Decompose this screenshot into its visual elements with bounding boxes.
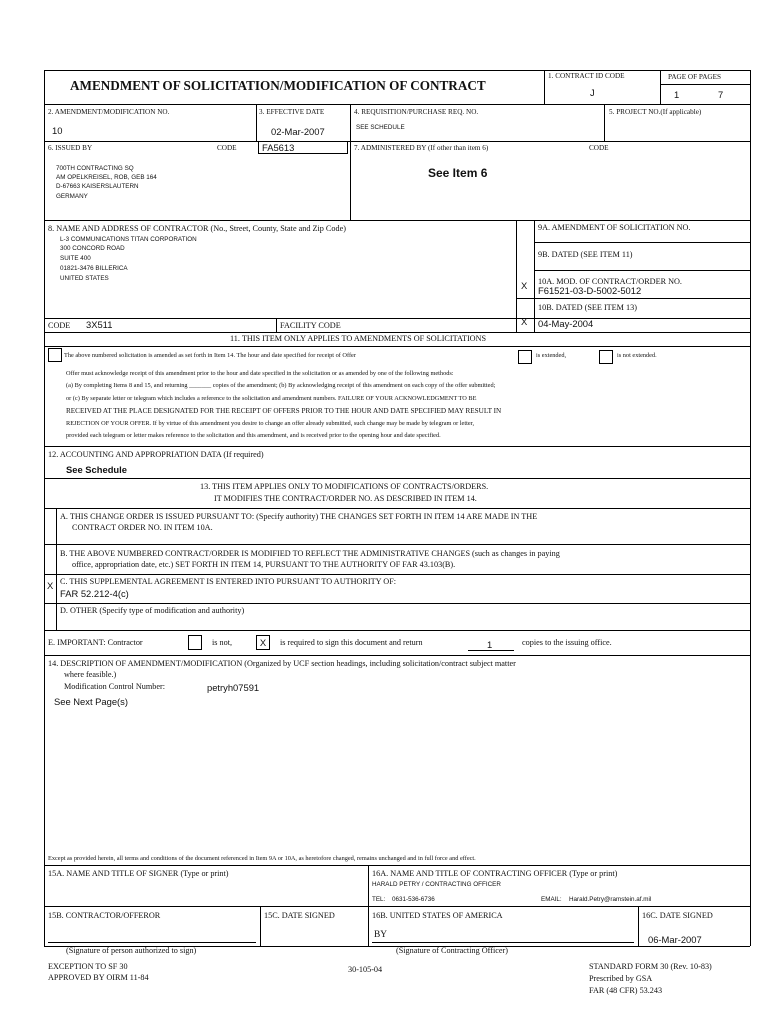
rule — [638, 906, 639, 946]
item-13d-line: D. OTHER (Specify type of modification and authority) — [60, 606, 245, 615]
item-10b-checkbox[interactable]: X — [521, 316, 528, 327]
contractor-line: L-3 COMMUNICATIONS TITAN CORPORATION — [60, 236, 197, 243]
item-11-title: 11. THIS ITEM ONLY APPLIES TO AMENDMENTS OF SOLICITATIONS — [230, 334, 487, 343]
footer-approved: APPROVED BY OIRM 11-84 — [48, 973, 149, 982]
issuer-address-line: AM OPELKREISEL, ROB, GEB 164 — [56, 174, 157, 181]
contracting-officer-name[interactable]: HARALD PETRY / CONTRACTING OFFICER — [372, 881, 501, 888]
rule — [516, 220, 517, 332]
issued-by-code-value[interactable]: FA5613 — [258, 141, 348, 154]
item-11-checkbox[interactable] — [48, 348, 62, 362]
item-14-footer: Except as provided herein, all terms and conditions of the document referenced in Item 9A or 10A, as heretofore changed, remains unchanged and in full force and effect. — [48, 855, 476, 862]
item-13c-line: C. THIS SUPPLEMENTAL AGREEMENT IS ENTERED INTO PURSUANT TO AUTHORITY OF: — [60, 577, 397, 586]
page-count[interactable]: 7 — [718, 89, 724, 100]
rule — [544, 70, 545, 104]
contractor-label: 8. NAME AND ADDRESS OF CONTRACTOR (No., Street, County, State and Zip Code) — [48, 224, 346, 233]
item-10a-checkbox[interactable]: X — [521, 280, 528, 291]
contractor-line: 01821-3476 BILLERICA — [60, 265, 128, 272]
contractor-line: 300 CONCORD ROAD — [60, 245, 125, 252]
amendment-no-label: 2. AMENDMENT/MODIFICATION NO. — [48, 108, 170, 116]
rule — [44, 630, 750, 631]
item-13a-line: A. THIS CHANGE ORDER IS ISSUED PURSUANT TO: (Specify authority) THE CHANGES SET FORTH IN ITEM 14 ARE MADE IN THE — [60, 512, 538, 521]
footer-far: FAR (48 CFR) 53.243 — [589, 986, 663, 995]
rule — [350, 104, 351, 220]
item-15a-label: 15A. NAME AND TITLE OF SIGNER (Type or print) — [48, 869, 229, 878]
email-value[interactable]: Harald.Petry@ramstein.af.mil — [569, 896, 652, 903]
rule — [44, 332, 750, 333]
effective-date-value[interactable]: 02-Mar-2007 — [271, 126, 325, 137]
administered-code-label: CODE — [589, 144, 609, 152]
item-11-line: The above numbered solicitation is amended as set forth in Item 14. The hour and date specified for receipt of Offer — [64, 352, 356, 359]
rule — [44, 508, 750, 509]
item-11-paragraph-line: REJECTION OF YOUR OFFER. If by virtue of this amendment you desire to change an offer already submitted, such change may be made by telegram or letter, — [66, 420, 475, 427]
rule — [256, 104, 257, 141]
rule — [44, 865, 750, 866]
issued-by-label: 6. ISSUED BY — [48, 144, 93, 152]
officer-signature-caption: (Signature of Contracting Officer) — [396, 946, 508, 955]
rule — [604, 104, 605, 141]
copies-value[interactable]: 1 — [487, 639, 493, 650]
contractor-code-value[interactable]: 3X511 — [86, 319, 113, 330]
control-number-label: Modification Control Number: — [64, 682, 165, 691]
item-12-label: 12. ACCOUNTING AND APPROPRIATION DATA (If required) — [48, 450, 264, 459]
rule — [44, 104, 750, 105]
signature-line — [372, 942, 634, 943]
rule — [44, 446, 750, 447]
item-11-paragraph-line: or (c) By separate letter or telegram which includes a reference to the solicitation and amendment numbers. FAILURE OF YOUR ACKNOWLEDGMENT TO BE — [66, 395, 477, 402]
item-15b-label: 15B. CONTRACTOR/OFFEROR — [48, 911, 161, 920]
item-14-line: where feasible.) — [64, 670, 117, 679]
administered-by-label: 7. ADMINISTERED BY (If other than item 6) — [354, 144, 489, 152]
rule — [750, 70, 751, 946]
footer-exception: EXCEPTION TO SF 30 — [48, 962, 128, 971]
issuer-address-line: D-67663 KAISERSLAUTERN — [56, 183, 139, 190]
rule — [44, 906, 750, 907]
contractor-line: SUITE 400 — [60, 255, 91, 262]
extended-label: is extended, — [536, 352, 567, 359]
item-13a-line: CONTRACT ORDER NO. IN ITEM 10A. — [72, 523, 213, 532]
issuer-address-line: 700TH CONTRACTING SQ — [56, 165, 134, 172]
item-10b-label: 10B. DATED (SEE ITEM 13) — [538, 303, 637, 312]
footer-standard-form: STANDARD FORM 30 (Rev. 10-83) — [589, 962, 712, 971]
rule — [44, 70, 750, 71]
rule — [260, 906, 261, 946]
rule — [44, 141, 750, 142]
issuer-address-line: GERMANY — [56, 193, 88, 200]
rule — [44, 603, 750, 604]
item-13b-line: office, appropriation date, etc.) SET FORTH IN ITEM 14, PURSUANT TO THE AUTHORITY OF FAR 43.103(B). — [72, 560, 456, 569]
amendment-no-value[interactable]: 10 — [52, 125, 63, 136]
footer-form-code: 30-105-04 — [348, 965, 383, 974]
by-label: BY — [374, 930, 388, 940]
rule — [44, 544, 750, 545]
rule — [44, 478, 750, 479]
rule — [44, 346, 750, 347]
rule — [44, 655, 750, 656]
issued-by-code-label: CODE — [217, 144, 237, 152]
page-number[interactable]: 1 — [674, 89, 680, 100]
important-label: E. IMPORTANT: Contractor — [48, 638, 143, 647]
item-11-paragraph-line: Offer must acknowledge receipt of this amendment prior to the hour and date specified in the solicitation or as amended by one of the following methods: — [66, 370, 454, 377]
control-number-value[interactable]: petryh07591 — [207, 682, 260, 693]
item-13b-line: B. THE ABOVE NUMBERED CONTRACT/ORDER IS MODIFIED TO REFLECT THE ADMINISTRATIVE CHANGES (such as changes in paying — [60, 549, 560, 558]
item-13c-value[interactable]: FAR 52.212-4(c) — [60, 588, 129, 599]
item-12-value[interactable]: See Schedule — [66, 464, 127, 475]
effective-date-label: 3. EFFECTIVE DATE — [259, 108, 325, 116]
item-13-subtitle: IT MODIFIES THE CONTRACT/ORDER NO. AS DESCRIBED IN ITEM 14. — [214, 494, 477, 503]
item-14-line: 14. DESCRIPTION OF AMENDMENT/MODIFICATION (Organized by UCF section headings, including solicitation/contract subject matter — [48, 659, 516, 668]
administered-by-value[interactable]: See Item 6 — [428, 166, 488, 180]
rule — [534, 220, 535, 332]
page-of-pages-label: PAGE OF PAGES — [668, 73, 721, 81]
rule — [534, 242, 750, 243]
copies-field-line — [468, 650, 514, 651]
copies-label: copies to the issuing office. — [522, 638, 612, 647]
rule — [516, 298, 750, 299]
item-11-paragraph-line: provided each telegram or letter makes reference to the solicitation and this amendment, and is received prior to the opening hour and date specified. — [66, 432, 441, 439]
see-next-pages: See Next Page(s) — [54, 696, 128, 707]
item-10b-value[interactable]: 04-May-2004 — [538, 318, 594, 329]
item-16a-label: 16A. NAME AND TITLE OF CONTRACTING OFFICER (Type or print) — [372, 869, 618, 878]
footer-prescribed: Prescribed by GSA — [589, 974, 653, 983]
rule — [660, 70, 661, 104]
signature-line — [48, 942, 256, 943]
contractor-code-label: CODE — [48, 321, 71, 330]
item-15c-label: 15C. DATE SIGNED — [264, 911, 335, 920]
extended-checkbox[interactable] — [518, 350, 532, 364]
rule — [276, 318, 277, 332]
item-13-title: 13. THIS ITEM APPLIES ONLY TO MODIFICATIONS OF CONTRACTS/ORDERS. — [200, 482, 489, 491]
project-no-label: 5. PROJECT NO.(If applicable) — [609, 108, 702, 116]
rule — [44, 220, 750, 221]
item-16c-label: 16C. DATE SIGNED — [642, 911, 713, 920]
facility-code-label: FACILITY CODE — [280, 321, 341, 330]
item-9b-label: 9B. DATED (SEE ITEM 11) — [538, 250, 633, 259]
item-11-paragraph-line: RECEIVED AT THE PLACE DESIGNATED FOR THE RECEIPT OF OFFERS PRIOR TO THE HOUR AND DATE SPECIFIED MAY RESULT IN — [66, 407, 502, 415]
item-10a-label: 10A. MOD. OF CONTRACT/ORDER NO. — [538, 277, 682, 286]
item-9a-label: 9A. AMENDMENT OF SOLICITATION NO. — [538, 223, 691, 232]
tel-value[interactable]: 0631-536-6736 — [392, 896, 435, 903]
is-required-checkbox[interactable]: X — [256, 635, 270, 650]
not-extended-label: is not extended. — [617, 352, 657, 359]
contract-id-value[interactable]: J — [590, 87, 595, 98]
requisition-value[interactable]: SEE SCHEDULE — [356, 124, 405, 131]
rule — [56, 508, 57, 630]
item-13c-checkbox[interactable]: X — [47, 580, 54, 591]
is-not-label: is not, — [212, 638, 233, 647]
item-10a-value[interactable]: F61521-03-D-5002-5012 — [538, 285, 642, 296]
rule — [44, 318, 750, 319]
contractor-line: UNITED STATES — [60, 275, 109, 282]
rule — [44, 574, 750, 575]
email-label: EMAIL: — [541, 896, 562, 903]
form-title: AMENDMENT OF SOLICITATION/MODIFICATION OF CONTRACT — [70, 78, 486, 93]
contractor-signature-caption: (Signature of person authorized to sign) — [66, 946, 197, 955]
is-not-checkbox[interactable] — [188, 635, 202, 650]
date-signed-value[interactable]: 06-Mar-2007 — [648, 934, 702, 945]
rule — [534, 270, 750, 271]
tel-label: TEL: — [372, 896, 386, 903]
contract-id-label: 1. CONTRACT ID CODE — [548, 72, 625, 80]
requisition-label: 4. REQUISITION/PURCHASE REQ. NO. — [354, 108, 479, 116]
not-extended-checkbox[interactable] — [599, 350, 613, 364]
rule — [660, 84, 750, 85]
item-11-paragraph-line: (a) By completing Items 8 and 15, and returning _______ copies of the amendment; (b) By acknowledging receipt of this amendment on each copy of the offer submitted; — [66, 382, 496, 389]
item-16b-label: 16B. UNITED STATES OF AMERICA — [372, 911, 503, 920]
is-required-label: is required to sign this document and return — [280, 638, 423, 647]
